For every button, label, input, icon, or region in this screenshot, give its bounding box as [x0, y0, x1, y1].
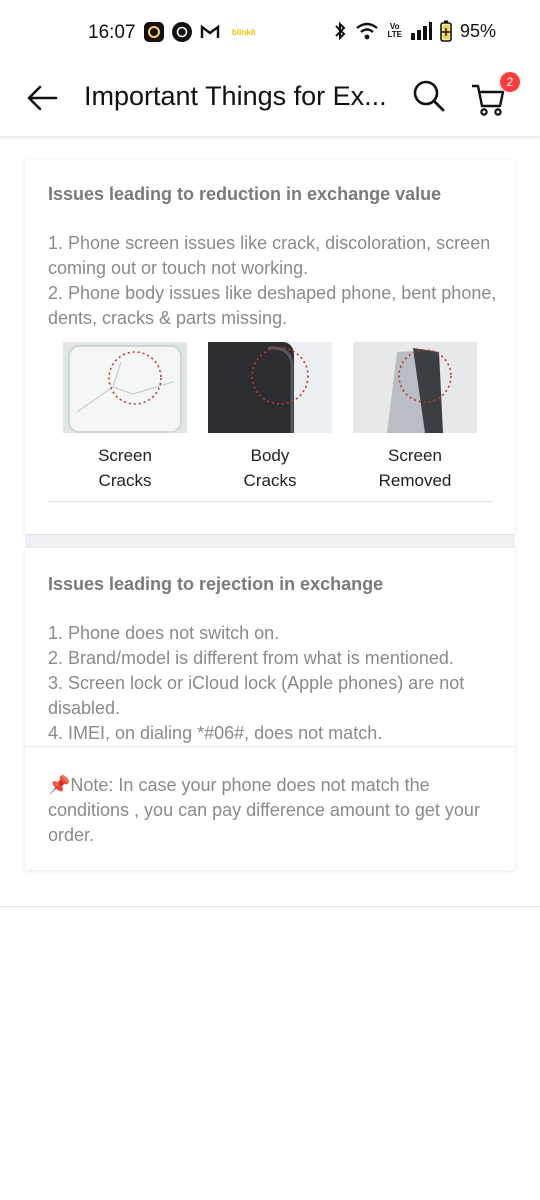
reduction-points: 1. Phone screen issues like crack, discoloration, screen coming out or touch not working. 2. Phone body issues like deshaped phone, bent phone, dents, cracks & parts missing. — [48, 233, 497, 328]
cart-count-badge: 2 — [500, 72, 520, 92]
section-separator — [25, 534, 515, 548]
status-time: 16:07 — [88, 22, 136, 43]
rejection-points: 1. Phone does not switch on. 2. Brand/model is different from what is mentioned. 3. Screen lock or iCloud lock (Apple phones) are not disabled. 4. IMEI, on dialing *#06#, does not match. — [48, 623, 465, 743]
rejection-heading: Issues leading to rejection in exchange — [48, 574, 384, 594]
signal-icon — [410, 22, 432, 40]
divider — [25, 746, 515, 747]
bluetooth-icon — [333, 21, 347, 41]
status-bar — [0, 0, 540, 64]
tile-label: Screen Removed — [378, 446, 452, 490]
volte-icon: Vo LTE — [387, 22, 402, 39]
gmail-icon — [200, 22, 220, 42]
tile-label: Screen Cracks — [98, 446, 152, 490]
tile-screen-removed — [353, 342, 477, 493]
screen-removed-image — [353, 342, 477, 433]
system-status-icons — [333, 20, 496, 42]
app-notification-icon — [144, 22, 164, 42]
tile-screen-cracks — [63, 342, 187, 493]
divider — [48, 501, 493, 502]
reduction-heading: Issues leading to reduction in exchange value — [48, 184, 442, 204]
wifi-icon — [355, 22, 379, 40]
blinkit-icon: blinkit — [232, 27, 256, 37]
app-header — [0, 64, 540, 136]
search-button[interactable] — [410, 77, 448, 115]
reduction-card — [25, 160, 515, 534]
tile-body-cracks — [208, 342, 332, 493]
search-icon — [412, 79, 446, 113]
cart-button[interactable] — [470, 76, 512, 118]
issue-tiles — [63, 342, 477, 493]
battery-percentage: 95% — [459, 20, 496, 41]
rejection-card — [25, 548, 515, 870]
battery-icon — [440, 20, 452, 42]
screen-cracks-image — [63, 342, 187, 433]
back-arrow-icon — [26, 84, 58, 112]
notification-icons — [144, 22, 256, 42]
tile-label: Body Cracks — [243, 446, 297, 490]
body-cracks-image — [208, 342, 332, 433]
exchange-note: 📌Note: In case your phone does not match the conditions , you can pay difference amount to get your order. — [48, 775, 480, 845]
divider — [0, 906, 540, 907]
page-title: Important Things for Ex... — [84, 81, 387, 111]
whatsapp-icon — [172, 22, 192, 42]
back-button[interactable] — [24, 80, 60, 116]
